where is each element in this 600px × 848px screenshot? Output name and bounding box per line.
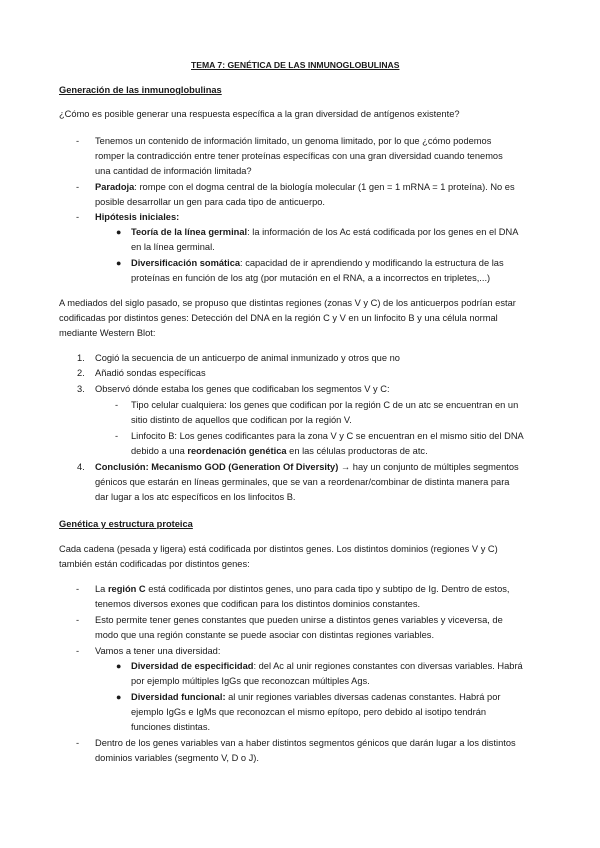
- dash-marker: -: [76, 136, 80, 146]
- paragraph-text: Cada cadena (pesada y ligera) está codificada por distintos genes. Los distintos dominios (regiones V y C): [59, 544, 498, 554]
- list-item: Añadió sondas específicas: [95, 368, 206, 378]
- sub-list-item: Linfocito B: Los genes codificantes para la zona V y C se encuentran en el mismo sitio del DNA: [131, 431, 524, 441]
- section-heading-generacion: Generación de las inmunoglobulinas: [59, 85, 222, 95]
- sub-bullet-text: por ejemplo múltiples IgGs que reconozcan múltiples Ags.: [131, 676, 370, 686]
- sub-bullet-text: [131, 226, 518, 238]
- bold-term: Diversificación somática: [131, 258, 241, 268]
- sub-list-item: [131, 445, 428, 457]
- bullet-text-rest: está codificada por distintos genes, uno para cada tipo y subtipo de Ig. Dentro de estos,: [145, 584, 510, 594]
- list-item: [95, 461, 519, 473]
- dash-marker: -: [76, 584, 80, 594]
- sub-bullet-text-rest: : del Ac al unir regiones constantes con diversas variables. Habrá: [253, 661, 523, 671]
- list-item: Observó dónde estaba los genes que codificaban los segmentos V y C:: [95, 384, 390, 394]
- bullet-text: romper la contradicción entre tener proteínas específicas con una gran diversidad cuando tenemos: [95, 151, 503, 161]
- page-title: TEMA 7: GENÉTICA DE LAS INMUNOGLOBULINAS: [191, 60, 400, 70]
- section-heading-genetica: Genética y estructura proteica: [59, 519, 193, 529]
- dash-marker: -: [115, 400, 119, 410]
- sub-bullet-text-rest: al unir regiones variables diversas cadenas constantes. Habrá por: [225, 692, 501, 702]
- paragraph-text: codificadas por distintos genes: Detección del DNA en la región C y V en un linfocito B y una célula normal: [59, 313, 498, 323]
- dash-marker: -: [76, 738, 80, 748]
- bullet-text: posible desarrollar un gen para cada tipo de anticuerpo.: [95, 197, 325, 207]
- dot-marker: ●: [116, 661, 122, 671]
- dot-marker: ●: [116, 258, 122, 268]
- text-post: en las células productoras de atc.: [286, 446, 428, 456]
- list-item: génicos que estarán en líneas germinales, que se van a reordenar/combinar de distinta manera para: [95, 477, 510, 487]
- sub-bullet-text: proteínas en función de los atg (por mutación en el RNA, a a incorrectos en tripletes,...): [131, 273, 491, 283]
- dash-marker: -: [115, 431, 119, 441]
- dash-marker: -: [76, 615, 80, 625]
- bullet-text: Vamos a tener una diversidad:: [95, 646, 221, 656]
- bold-term: Conclusión: Mecanismo GOD (Generation Of Diversity): [95, 462, 339, 472]
- list-number: 4.: [77, 462, 85, 472]
- bold-term: Diversidad de especificidad: [131, 661, 254, 671]
- sub-bullet-text: en la línea germinal.: [131, 242, 215, 252]
- dash-marker: -: [76, 182, 80, 192]
- bullet-text: dominios variables (segmento V, D o J).: [95, 753, 259, 763]
- dot-marker: ●: [116, 227, 122, 237]
- sub-bullet-text: [131, 257, 504, 269]
- bullet-text-rest: : rompe con el dogma central de la biología molecular (1 gen = 1 mRNA = 1 proteína). No es: [134, 182, 515, 192]
- list-item-rest: → hay un conjunto de múltiples segmentos: [338, 462, 519, 472]
- bullet-text: [95, 181, 515, 193]
- bullet-text: Esto permite tener genes constantes que pueden unirse a distintos genes variables y viceversa, de: [95, 615, 503, 625]
- sub-list-item: sitio distinto de aquellos que codifican por la región V.: [131, 415, 352, 425]
- paragraph-text: mediante Western Blot:: [59, 328, 156, 338]
- bold-term: Paradoja: [95, 182, 135, 192]
- dash-marker: -: [76, 212, 80, 222]
- dash-marker: -: [76, 646, 80, 656]
- list-number: 1.: [77, 353, 85, 363]
- list-number: 2.: [77, 368, 85, 378]
- list-number: 3.: [77, 384, 85, 394]
- bold-term: Teoría de la línea germinal: [131, 227, 248, 237]
- bullet-text: [95, 583, 510, 595]
- paragraph-text: A mediados del siglo pasado, se propuso que distintas regiones (zonas V y C) de los anticuerpos podrían estar: [59, 298, 516, 308]
- list-item: dar lugar a los atc específicos en los linfocitos B.: [95, 492, 296, 502]
- paragraph-text: también están codificadas por distintos genes:: [59, 559, 250, 569]
- bold-term: reordenación genética: [187, 446, 287, 456]
- sub-bullet-text: funciones distintas.: [131, 722, 211, 732]
- bold-term: Diversidad funcional:: [131, 692, 226, 702]
- sub-bullet-text-rest: : la información de los Ac está codificada por los genes en el DNA: [247, 227, 519, 237]
- bullet-text: modo que una región constante se puede asociar con distintas regiones variables.: [95, 630, 435, 640]
- bullet-text: Hipótesis iniciales:: [95, 212, 180, 222]
- sub-bullet-text: [131, 660, 523, 672]
- sub-bullet-text: ejemplo IgGs e IgMs que reconozcan el mismo epítopo, pero debido al isotipo tendrán: [131, 707, 487, 717]
- question-text: ¿Cómo es posible generar una respuesta específica a la gran diversidad de antígenos existente?: [59, 109, 460, 119]
- bullet-text: Tenemos un contenido de información limitado, un genoma limitado, por lo que ¿cómo podemos: [95, 136, 492, 146]
- dot-marker: ●: [116, 692, 122, 702]
- sub-list-item: Tipo celular cualquiera: los genes que codifican por la región C de un atc se encuentran en un: [131, 400, 519, 410]
- text-pre: debido a una: [131, 446, 188, 456]
- sub-bullet-text: [131, 691, 500, 703]
- bullet-text: Dentro de los genes variables van a haber distintos segmentos génicos que darán lugar a los distintos: [95, 738, 516, 748]
- bullet-text: una cantidad de información limitada?: [95, 166, 252, 176]
- bold-term: región C: [107, 584, 146, 594]
- text-pre: La: [95, 584, 108, 594]
- list-item: Cogió la secuencia de un anticuerpo de animal inmunizado y otros que no: [95, 353, 400, 363]
- bullet-text: tenemos diversos exones que codifican para los distintos dominios constantes.: [95, 599, 421, 609]
- sub-bullet-text-rest: : capacidad de ir aprendiendo y modificando la estructura de las: [240, 258, 504, 268]
